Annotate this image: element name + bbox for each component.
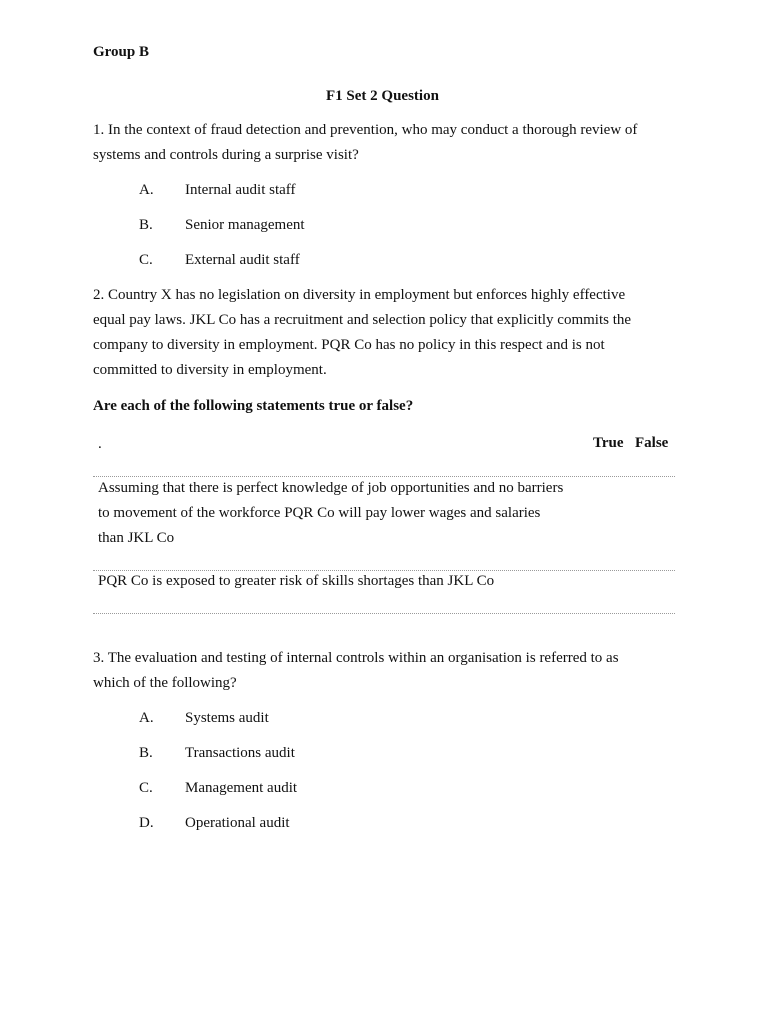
statement-2-line: PQR Co is exposed to greater risk of skills shortages than JKL Co	[98, 573, 495, 589]
q1-option-a-letter: A.	[139, 182, 154, 198]
question-1-line: 1. In the context of fraud detection and prevention, who may conduct a thorough review of	[93, 122, 638, 138]
question-1-line: systems and controls during a surprise visit?	[93, 147, 359, 163]
statement-1-line: than JKL Co	[98, 530, 175, 546]
statement-1	[98, 476, 563, 551]
question-3-line: 3. The evaluation and testing of internal controls within an organisation is referred to as	[93, 650, 619, 666]
q3-option-d-text: Operational audit	[185, 815, 290, 831]
q3-option-c-letter: C.	[139, 780, 153, 796]
page-title: F1 Set 2 Question	[326, 88, 439, 104]
q3-option-d-letter: D.	[139, 815, 154, 831]
question-3-line: which of the following?	[93, 675, 237, 691]
question-1-text	[93, 118, 683, 168]
q1-option-c-letter: C.	[139, 252, 153, 268]
statement-1-line: Assuming that there is perfect knowledge of job opportunities and no barriers	[98, 480, 564, 496]
question-2-line: equal pay laws. JKL Co has a recruitment and selection policy that explicitly commits the	[93, 312, 632, 328]
question-2-line: committed to diversity in employment.	[93, 362, 327, 378]
q1-option-b-text: Senior management	[185, 217, 305, 233]
table-divider	[93, 613, 675, 614]
group-heading: Group B	[93, 44, 149, 60]
q1-option-a-text: Internal audit staff	[185, 182, 296, 198]
statement-1-line: to movement of the workforce PQR Co will pay lower wages and salaries	[98, 505, 541, 521]
question-2-instruction: Are each of the following statements true or false?	[93, 398, 414, 414]
q3-option-a-text: Systems audit	[185, 710, 269, 726]
q3-option-a-letter: A.	[139, 710, 154, 726]
question-3-text	[93, 646, 683, 696]
q3-option-c-text: Management audit	[185, 780, 298, 796]
table-dot: .	[98, 436, 102, 452]
statement-2	[98, 569, 494, 594]
question-2-text	[93, 283, 683, 383]
q3-option-b-letter: B.	[139, 745, 153, 761]
q1-option-b-letter: B.	[139, 217, 153, 233]
q3-option-b-text: Transactions audit	[185, 745, 295, 761]
column-header-true: True	[593, 435, 624, 451]
question-2-line: company to diversity in employment. PQR Co has no policy in this respect and is not	[93, 337, 605, 353]
q1-option-c-text: External audit staff	[185, 252, 300, 268]
column-header-false: False	[635, 435, 669, 451]
question-2-line: 2. Country X has no legislation on diversity in employment but enforces highly effective	[93, 287, 626, 303]
